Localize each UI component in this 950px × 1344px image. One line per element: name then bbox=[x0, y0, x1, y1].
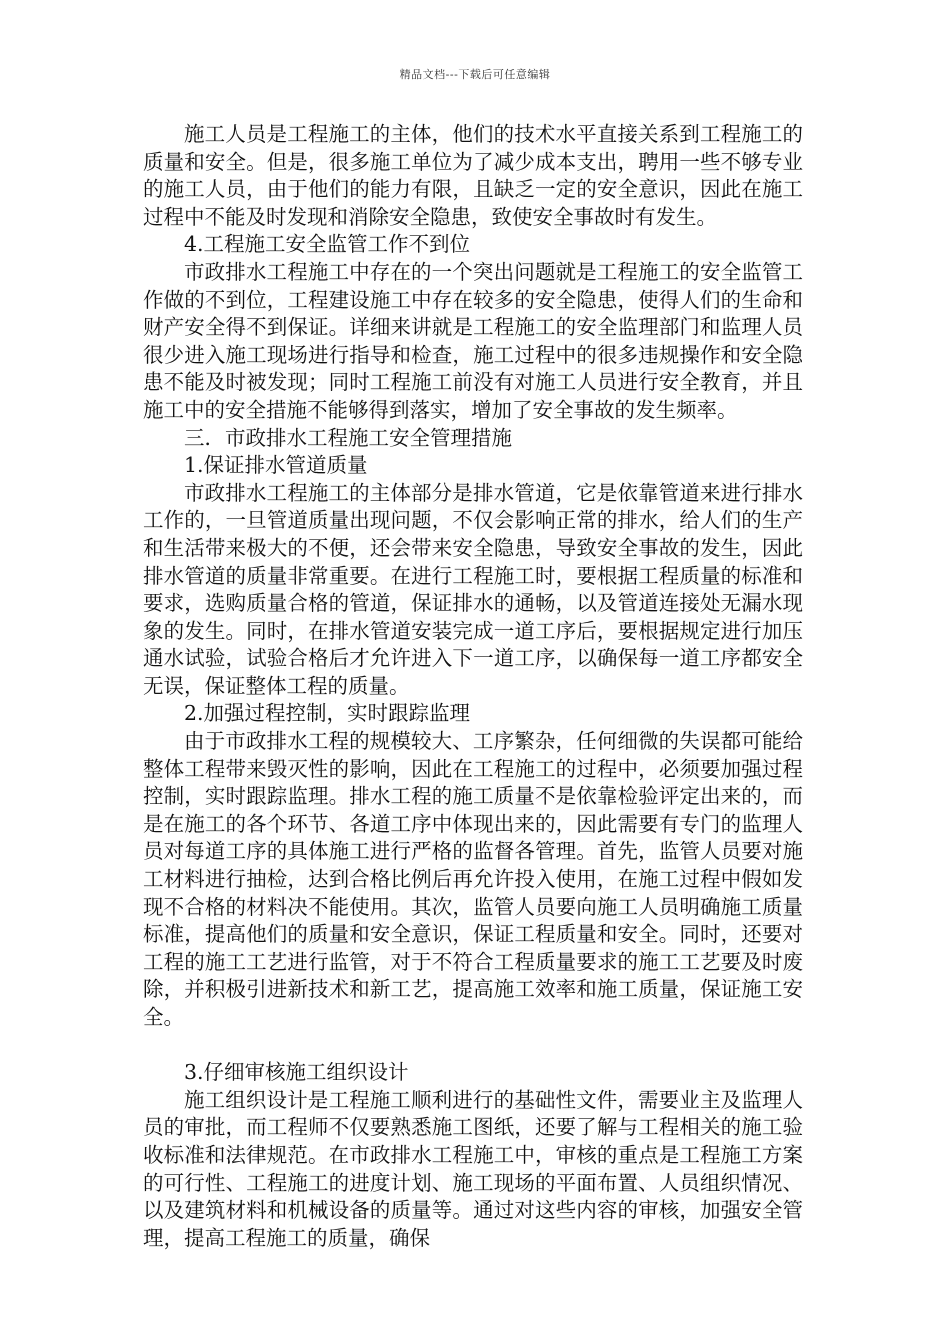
paragraph-design-review: 施工组织设计是工程施工顺利进行的基础性文件，需要业主及监理人员的审批，而工程师不仅要熟悉施工图纸，还要了解与工程相关的施工验收标准和法律规范。在市政排水工程施工中，审核的重点是工程施工方案的可行性、工程施工的进度计划、施工现场的平面布置、人员组织情况、以及建筑材料和机械设备的质量等。通过对这些内容的审核，加强安全管理，提高工程施工的质量，确保 bbox=[143, 1087, 803, 1250]
paragraph-workers: 施工人员是工程施工的主体，他们的技术水平直接关系到工程施工的质量和安全。但是，很多施工单位为了减少成本支出，聘用一些不够专业的施工人员，由于他们的能力有限，且缺乏一定的安全意识，因此在施工过程中不能及时发现和消除安全隐患，致使安全事故时有发生。 bbox=[143, 122, 803, 229]
paragraph-supervision: 市政排水工程施工中存在的一个突出问题就是工程施工的安全监管工作做的不到位，工程建设施工中存在较多的安全隐患，使得人们的生命和财产安全得不到保证。详细来讲就是工程施工的安全监理部门和监理人员很少进入施工现场进行指导和检查，施工过程中的很多违规操作和安全隐患不能及时被发现；同时工程施工前没有对施工人员进行安全教育，并且施工中的安全措施不能够得到落实，增加了安全事故的发生频率。 bbox=[143, 259, 803, 422]
blank-line bbox=[143, 1032, 803, 1060]
section-heading-2: 2.加强过程控制，实时跟踪监理 bbox=[184, 701, 471, 726]
paragraph-process-control: 由于市政排水工程的规模较大、工序繁杂，任何细微的失误都可能给整体工程带来毁灭性的影响，因此在工程施工的过程中，必须要加强过程控制，实时跟踪监理。排水工程的施工质量不是依靠检验评定出来的，而是在施工的各个环节、各道工序中体现出来的，因此需要有专门的监理人员对每道工序的具体施工进行严格的监督各管理。首先，监管人员要对施工材料进行抽检，达到合格比例后再允许投入使用，在施工过程中假如发现不合格的材料决不能使用。其次，监管人员要向施工人员明确施工质量标准，提高他们的质量和安全意识，保证工程质量和安全。同时，还要对工程的施工工艺进行监管，对于不符合工程质量要求的施工工艺要及时废除，并积极引进新技术和新工艺，提高施工效率和施工质量，保证施工安全。 bbox=[143, 729, 803, 1029]
section-heading-1: 1.保证排水管道质量 bbox=[184, 453, 368, 478]
document-body bbox=[143, 121, 803, 1252]
paragraph-pipe-quality: 市政排水工程施工的主体部分是排水管道，它是依靠管道来进行排水工作的，一旦管道质量出现问题，不仅会影响正常的排水，给人们的生产和生活带来极大的不便，还会带来安全隐患，导致安全事故的发生，因此排水管道的质量非常重要。在进行工程施工时，要根据工程质量的标准和要求，选购质量合格的管道，保证排水的通畅，以及管道连接处无漏水现象的发生。同时，在排水管道安装完成一道工序后，要根据规定进行加压通水试验，试验合格后才允许进入下一道工序，以确保每一道工序都安全无误，保证整体工程的质量。 bbox=[143, 480, 803, 698]
section-heading-3: 3.仔细审核施工组织设计 bbox=[184, 1060, 409, 1085]
section-heading-4: 4.工程施工安全监管工作不到位 bbox=[184, 232, 471, 257]
page-header: 精品文档---下载后可任意编辑 bbox=[399, 68, 551, 81]
chapter-heading-3: 三．市政排水工程施工安全管理措施 bbox=[184, 425, 512, 450]
